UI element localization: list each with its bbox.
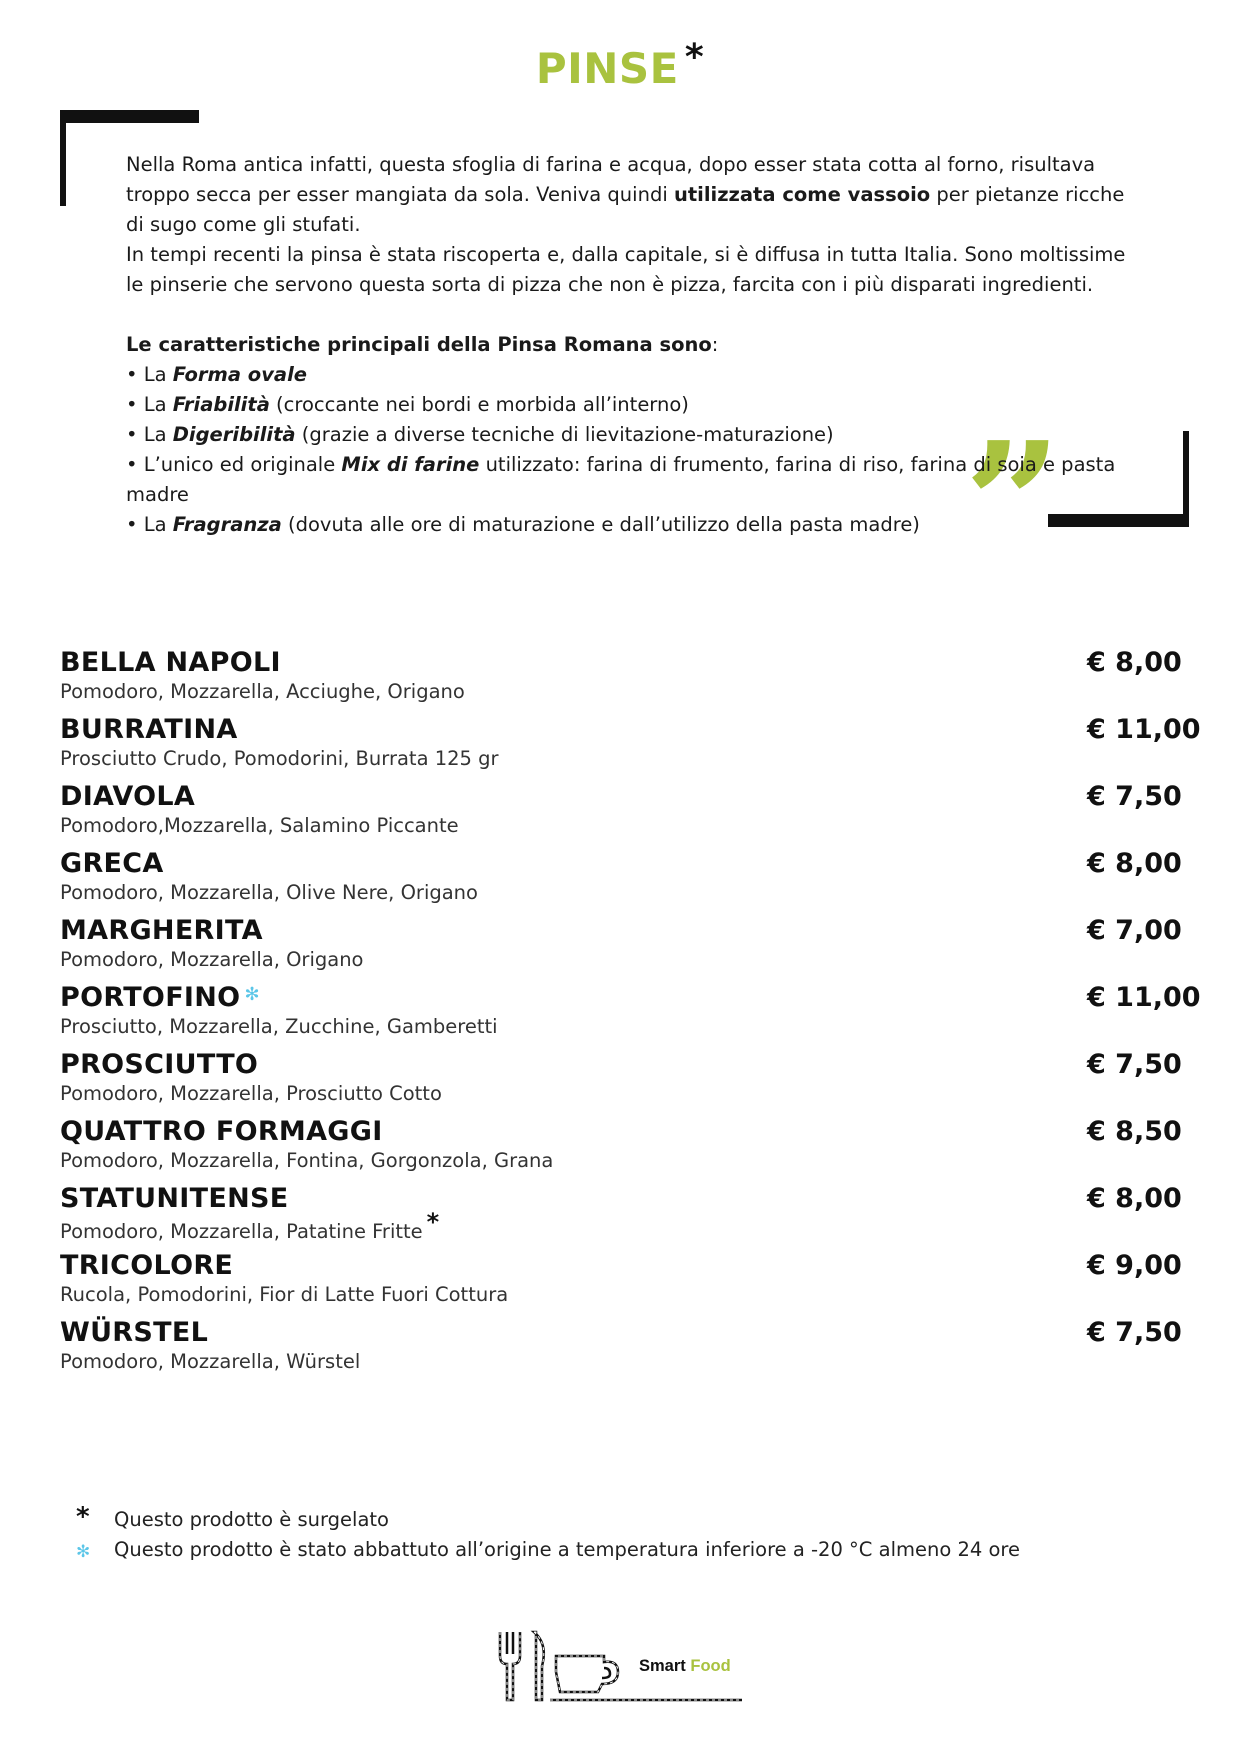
- menu-item: [60, 714, 1201, 781]
- feature-item: • La Fragranza (dovuta alle ore di maturazione e dall’utilizzo della pasta madre): [126, 510, 1146, 540]
- item-description: Pomodoro, Mozzarella, Acciughe, Origano: [60, 680, 465, 703]
- blast-chilled-marker-icon: ✻: [76, 1542, 91, 1562]
- feature-item: • La Digeribilità (grazie a diverse tecniche di lievitazione-maturazione): [126, 420, 1146, 450]
- item-name: WÜRSTEL: [60, 1317, 209, 1348]
- menu-item: [60, 915, 1180, 982]
- item-name: STATUNITENSE: [60, 1183, 289, 1214]
- legend-text: Questo prodotto è surgelato: [114, 1508, 389, 1531]
- item-description: Pomodoro, Mozzarella, Prosciutto Cotto: [60, 1082, 442, 1105]
- item-price: € 7,50: [1087, 1317, 1182, 1348]
- item-price: € 9,00: [1087, 1250, 1182, 1281]
- frozen-marker-icon: *: [426, 1208, 440, 1236]
- item-description: Prosciutto, Mozzarella, Zucchine, Gamberetti: [60, 1015, 498, 1038]
- item-name: TRICOLORE: [60, 1250, 234, 1281]
- features-list: [126, 360, 1146, 540]
- item-name: MARGHERITA: [60, 915, 263, 946]
- item-price: € 7,50: [1087, 1049, 1182, 1080]
- menu-item: [60, 647, 1180, 714]
- item-description: Pomodoro, Mozzarella, Olive Nere, Origano: [60, 881, 478, 904]
- brand-name: Smart Food: [639, 1657, 731, 1675]
- feature-item: • La Friabilità (croccante nei bordi e morbida all’interno): [126, 390, 1146, 420]
- item-price: € 7,00: [1087, 915, 1182, 946]
- item-description: Prosciutto Crudo, Pomodorini, Burrata 125 gr: [60, 747, 499, 770]
- item-name: PROSCIUTTO: [60, 1049, 259, 1080]
- item-price: € 11,00: [1087, 982, 1201, 1013]
- item-price: € 8,00: [1087, 647, 1182, 678]
- item-description: Rucola, Pomodorini, Fior di Latte Fuori Cottura: [60, 1283, 509, 1306]
- intro-paragraph-1: Nella Roma antica infatti, questa sfoglia di farina e acqua, dopo esser stata cotta al forno, risultava troppo secca per esser mangiata da sola. Veniva quindi utilizzata come vassoio per pietanze ricche di sugo come gli stufati.: [126, 153, 1125, 236]
- item-description: Pomodoro, Mozzarella, Fontina, Gorgonzola, Grana: [60, 1149, 554, 1172]
- item-price: € 8,00: [1087, 1183, 1182, 1214]
- frozen-marker-icon: *: [684, 37, 705, 78]
- menu-item: [60, 848, 1180, 915]
- menu-item: [60, 1049, 1180, 1116]
- item-price: € 8,00: [1087, 848, 1182, 879]
- item-name: GRECA: [60, 848, 164, 879]
- item-description: Pomodoro, Mozzarella, Würstel: [60, 1350, 361, 1373]
- bracket-top-left-horizontal: [60, 110, 199, 123]
- closing-quote-icon: ”: [964, 405, 1062, 605]
- menu-list: [60, 647, 1201, 1384]
- menu-item: [60, 1183, 1180, 1250]
- frozen-marker-icon: *: [76, 1502, 90, 1532]
- item-description: Pomodoro,Mozzarella, Salamino Piccante: [60, 814, 459, 837]
- item-name: BELLA NAPOLI: [60, 647, 281, 678]
- menu-item: [60, 1116, 1180, 1183]
- menu-item: [60, 982, 1201, 1049]
- intro-paragraph-2: In tempi recenti la pinsa è stata riscoperta e, dalla capitale, si è diffusa in tutta Italia. Sono moltissime le pinserie che servono questa sorta di pizza che non è pizza, farcita con i più disparati ingredienti.: [126, 243, 1126, 296]
- bracket-bottom-right-vertical: [1183, 431, 1189, 527]
- smart-food-logo: [494, 1622, 744, 1704]
- item-description: Pomodoro, Mozzarella, Origano: [60, 948, 364, 971]
- menu-item: [60, 781, 1180, 848]
- item-name: QUATTRO FORMAGGI: [60, 1116, 383, 1147]
- item-name: BURRATINA: [60, 714, 238, 745]
- item-name: PORTOFINO ✻: [60, 982, 260, 1013]
- blast-chilled-marker-icon: ✻: [244, 984, 260, 1005]
- item-name: DIAVOLA: [60, 781, 196, 812]
- menu-item: [60, 1250, 1180, 1317]
- features-heading: Le caratteristiche principali della Pinsa Romana sono:: [126, 333, 719, 356]
- feature-item: • La Forma ovale: [126, 360, 1146, 390]
- item-description: Pomodoro, Mozzarella, Patatine Fritte *: [60, 1208, 440, 1243]
- item-price: € 11,00: [1087, 714, 1201, 745]
- bracket-top-left-vertical: [60, 110, 66, 206]
- item-price: € 7,50: [1087, 781, 1182, 812]
- legend-text: Questo prodotto è stato abbattuto all’origine a temperatura inferiore a -20 °C almeno 24 ore: [114, 1538, 1020, 1561]
- menu-item: [60, 1317, 1180, 1384]
- feature-item: • L’unico ed originale Mix di farine utilizzato: farina di frumento, farina di riso, farina di soia e pasta madre: [126, 450, 1146, 510]
- page-title: PINSE *: [535, 37, 705, 93]
- intro-text: [126, 150, 1146, 540]
- item-price: € 8,50: [1087, 1116, 1182, 1147]
